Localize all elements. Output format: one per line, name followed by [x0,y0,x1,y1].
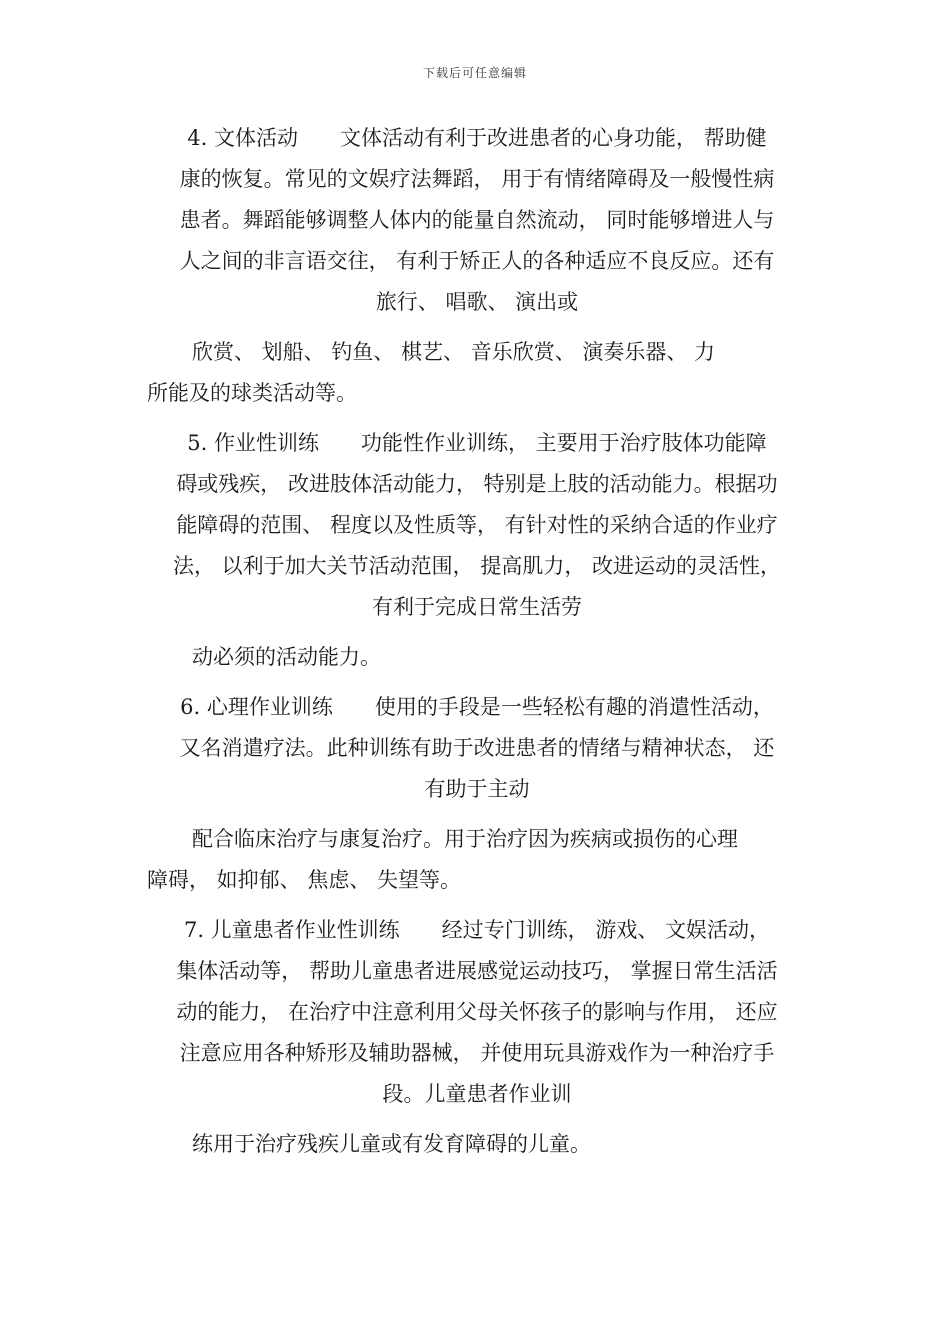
text-line: 旅行、 唱歌、 演出或 [375,290,579,314]
text-line: 又名消遣疗法。此种训练有助于改进患者的情绪与精神状态， 还 [179,736,775,760]
text-line: 动必须的活动能力。 [192,645,381,669]
text-line: 4. 文体活动 文体活动有利于改进患者的心身功能， 帮助健 [187,126,767,150]
document-body [147,118,807,1165]
text-line: 有助于主动 [424,777,530,801]
text-line: 有利于完成日常生活劳 [372,595,582,619]
text-line: 段。儿童患者作业训 [382,1082,572,1106]
text-line: 碍或残疾， 改进肢体活动能力， 特别是上肢的活动能力。根据功 [176,472,778,496]
text-line: 康的恢复。常见的文娱疗法舞蹈， 用于有情绪障碍及一般慢性病 [179,167,775,191]
page-header: 下载后可任意编辑 [422,66,527,80]
text-line: 5. 作业性训练 功能性作业训练， 主要用于治疗肢体功能障 [187,431,767,455]
text-line: 6. 心理作业训练 使用的手段是一些轻松有趣的消遣性活动， [180,695,774,719]
text-line: 障碍， 如抑郁、 焦虑、 失望等。 [147,868,462,892]
text-line: 配合临床治疗与康复治疗。用于治疗因为疾病或损伤的心理 [192,827,738,851]
text-line: 所能及的球类活动等。 [147,381,357,405]
text-line: 患者。舞蹈能够调整人体内的能量自然流动， 同时能够增进人与 [179,208,775,232]
text-line: 练用于治疗残疾儿童或有发育障碍的儿童。 [192,1132,591,1156]
text-line: 7. 儿童患者作业性训练 经过专门训练， 游戏、 文娱活动， [183,918,771,942]
text-line: 集体活动等， 帮助儿童患者进展感觉运动技巧， 掌握日常生活活 [176,959,778,983]
text-line: 欣赏、 划船、 钓鱼、 棋艺、 音乐欣赏、 演奏乐器、 力 [192,340,716,364]
text-line: 法， 以利于加大关节活动范围， 提高肌力， 改进运动的灵活性， [172,554,782,578]
text-line: 人之间的非言语交往， 有利于矫正人的各种适应不良反应。还有 [179,249,775,273]
text-line: 动的能力， 在治疗中注意利用父母关怀孩子的影响与作用， 还应 [176,1000,778,1024]
text-line: 注意应用各种矫形及辅助器械， 并使用玩具游戏作为一种治疗手 [179,1041,775,1065]
text-line: 能障碍的范围、 程度以及性质等， 有针对性的采纳合适的作业疗 [176,513,778,537]
